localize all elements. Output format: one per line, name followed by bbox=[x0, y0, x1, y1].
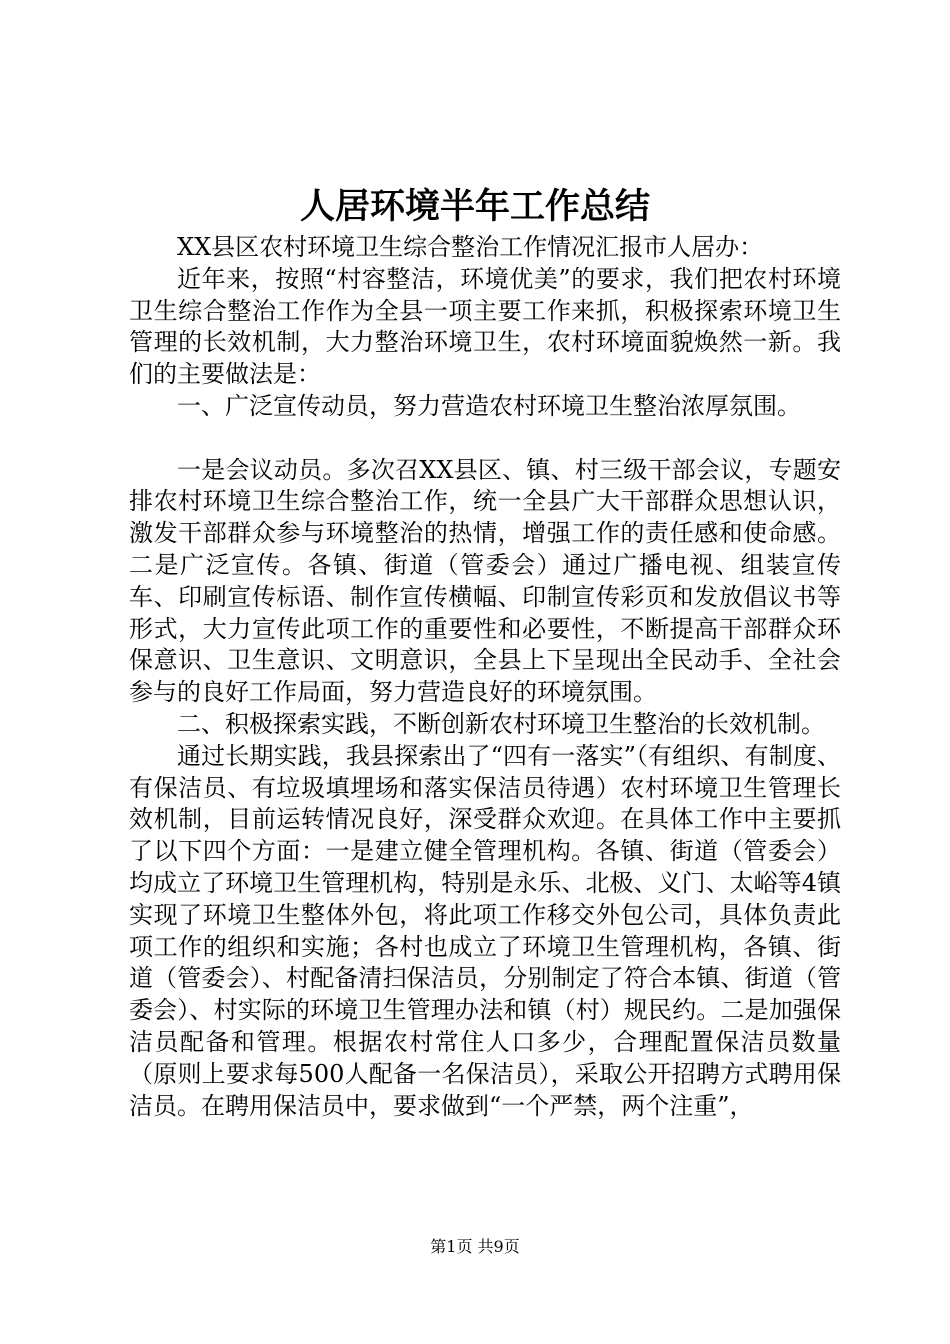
paragraph-mechanism: 通过长期实践，我县探索出了“四有一落实”（有组织、有制度、有保洁员、有垃圾填埋场和落实保洁员待遇）农村环境卫生管理长效机制，目前运转情况良好，深受群众欢迎。在具体工作中主要抓了以下四个方面：一是建立健全管理机构。各镇、街道（管委会）均成立了环境卫生管理机构，特别是永乐、北极、义门、太峪等4镇实现了环境卫生整体外包，将此项工作移交外包公司，具体负责此项工作的组织和实施；各村也成立了环境卫生管理机构，各镇、街道（管委会）、村配备清扫保洁员，分别制定了符合本镇、街道（管委会）、村实际的环境卫生管理办法和镇（村）规民约。二是加强保洁员配备和管理。根据农村常住人口多少，合理配置保洁员数量（原则上要求每500人配备一名保洁员），采取公开招聘方式聘用保洁员。在聘用保洁员中，要求做到“一个严禁，两个注重”， bbox=[129, 741, 841, 1120]
document-title: 人居环境半年工作总结 bbox=[299, 186, 650, 227]
paragraph-addressee: XX县区农村环境卫生综合整治工作情况汇报市人居办： bbox=[177, 233, 764, 261]
paragraph-publicity: 一是会议动员。多次召XX县区、镇、村三级干部会议，专题安排农村环境卫生综合整治工作，统一全县广大干部群众思想认识，激发干部群众参与环境整治的热情，增强工作的责任感和使命感。二是广泛宣传。各镇、街道（管委会）通过广播电视、组装宣传车、印刷宣传标语、制作宣传横幅、印制宣传彩页和发放倡议书等形式，大力宣传此项工作的重要性和必要性，不断提高干部群众环保意识、卫生意识、文明意识，全县上下呈现出全民动手、全社会参与的良好工作局面，努力营造良好的环境氛围。 bbox=[129, 455, 841, 707]
section-heading-2: 二、积极探索实践，不断创新农村环境卫生整治的长效机制。 bbox=[177, 709, 825, 738]
document-body bbox=[129, 232, 841, 1122]
section-heading-1: 一、广泛宣传动员，努力营造农村环境卫生整治浓厚氛围。 bbox=[177, 391, 801, 420]
page-number-footer: 第1页 共9页 bbox=[430, 1237, 520, 1256]
paragraph-intro: 近年来，按照“村容整洁，环境优美”的要求，我们把农村环境卫生综合整治工作作为全县一项主要工作来抓，积极探索环境卫生管理的长效机制，大力整治环境卫生，农村环境面貌焕然一新。我们的主要做法是： bbox=[129, 264, 841, 389]
